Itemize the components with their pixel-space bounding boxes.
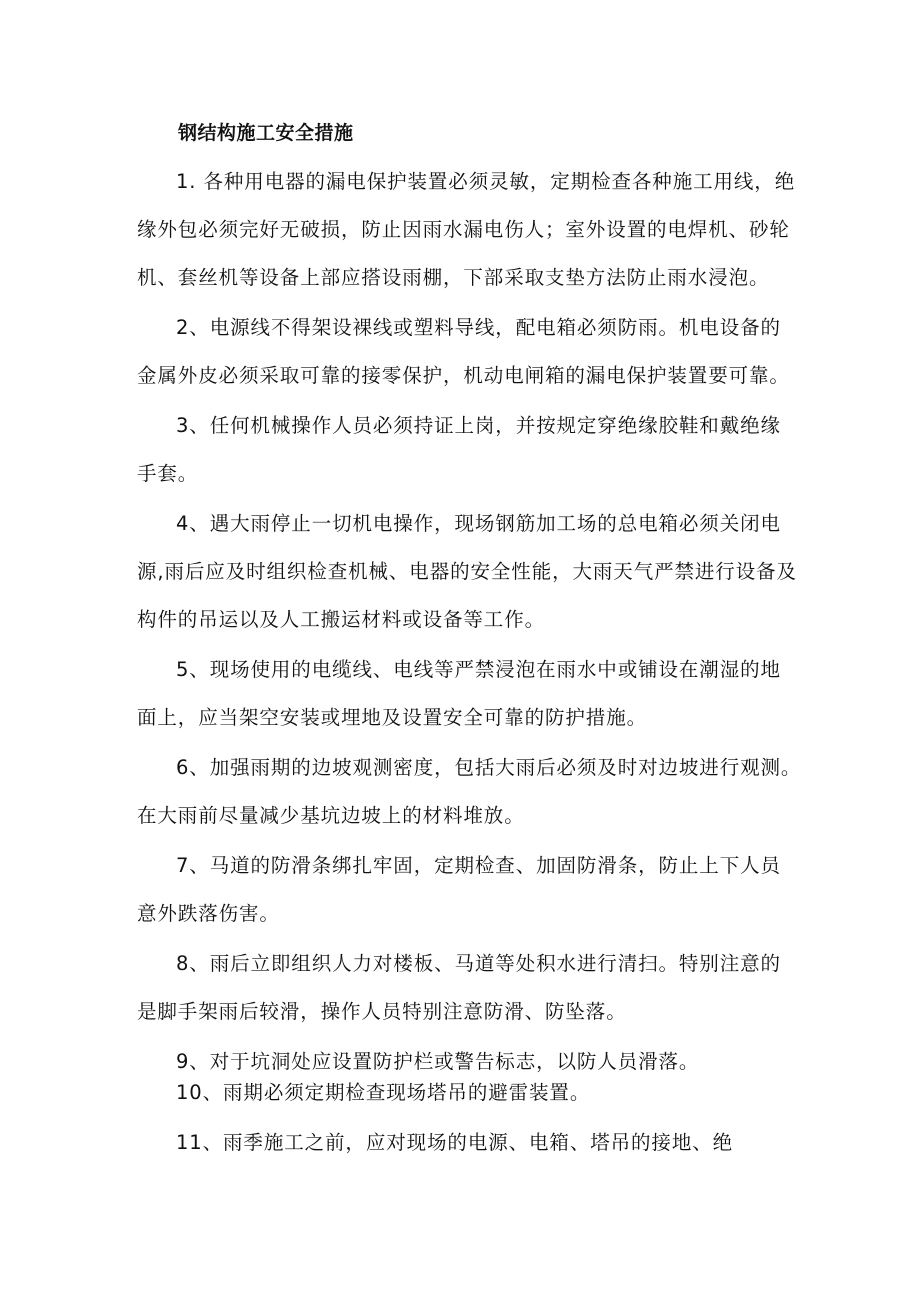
paragraph-5-line-1: 5、现场使用的电缆线、电线等严禁浸泡在雨水中或铺设在潮湿的地: [176, 658, 781, 681]
paragraph-1-line-1: 1. 各种用电器的漏电保护装置必须灵敏，定期检查各种施工用线，绝: [176, 170, 796, 193]
paragraph-1-line-2: 缘外包必须完好无破损，防止因雨水漏电伤人；室外设置的电焊机、砂轮: [137, 218, 790, 241]
paragraph-7-line-1: 7、马道的防滑条绑扎牢固，定期检查、加固防滑条，防止上下人员: [176, 854, 781, 877]
paragraph-6-line-1: 6、加强雨期的边坡观测密度，包括大雨后必须及时对边坡进行观测。: [176, 756, 802, 779]
paragraph-2-line-2: 金属外皮必须采取可靠的接零保护，机动电闸箱的漏电保护装置要可靠。: [137, 364, 790, 387]
paragraph-6-line-2: 在大雨前尽量减少基坑边坡上的材料堆放。: [137, 804, 525, 827]
paragraph-8-line-2: 是脚手架雨后较滑，操作人员特别注意防滑、防坠落。: [137, 1000, 627, 1023]
paragraph-5-line-2: 面上，应当架空安装或埋地及设置安全可靠的防护措施。: [137, 706, 648, 729]
paragraph-8-line-1: 8、雨后立即组织人力对楼板、马道等处积水进行清扫。特别注意的: [176, 952, 781, 975]
paragraph-4-line-1: 4、遇大雨停止一切机电操作，现场钢筋加工场的总电箱必须关闭电: [176, 512, 781, 535]
paragraph-11-line-1: 11、雨季施工之前，应对现场的电源、电箱、塔吊的接地、绝: [176, 1131, 734, 1154]
paragraph-1-line-3: 机、套丝机等设备上部应搭设雨棚，下部采取支垫方法防止雨水浸泡。: [137, 266, 770, 289]
paragraph-4-line-3: 构件的吊运以及人工搬运材料或设备等工作。: [137, 608, 546, 631]
paragraph-7-line-2: 意外跌落伤害。: [137, 902, 280, 925]
paragraph-9-line-1: 9、对于坑洞处应设置防护栏或警告标志，以防人员滑落。: [176, 1050, 700, 1073]
paragraph-2-line-1: 2、电源线不得架设裸线或塑料导线，配电箱必须防雨。机电设备的: [176, 316, 781, 339]
document-title: 钢结构施工安全措施: [178, 122, 354, 144]
paragraph-3-line-2: 手套。: [137, 462, 199, 485]
paragraph-3-line-1: 3、任何机械操作人员必须持证上岗，并按规定穿绝缘胶鞋和戴绝缘: [176, 414, 781, 437]
paragraph-4-line-2: 源,雨后应及时组织检查机械、电器的安全性能，大雨天气严禁进行设备及: [137, 560, 797, 583]
paragraph-10-line-1: 10、雨期必须定期检查现场塔吊的避雷装置。: [176, 1081, 591, 1104]
